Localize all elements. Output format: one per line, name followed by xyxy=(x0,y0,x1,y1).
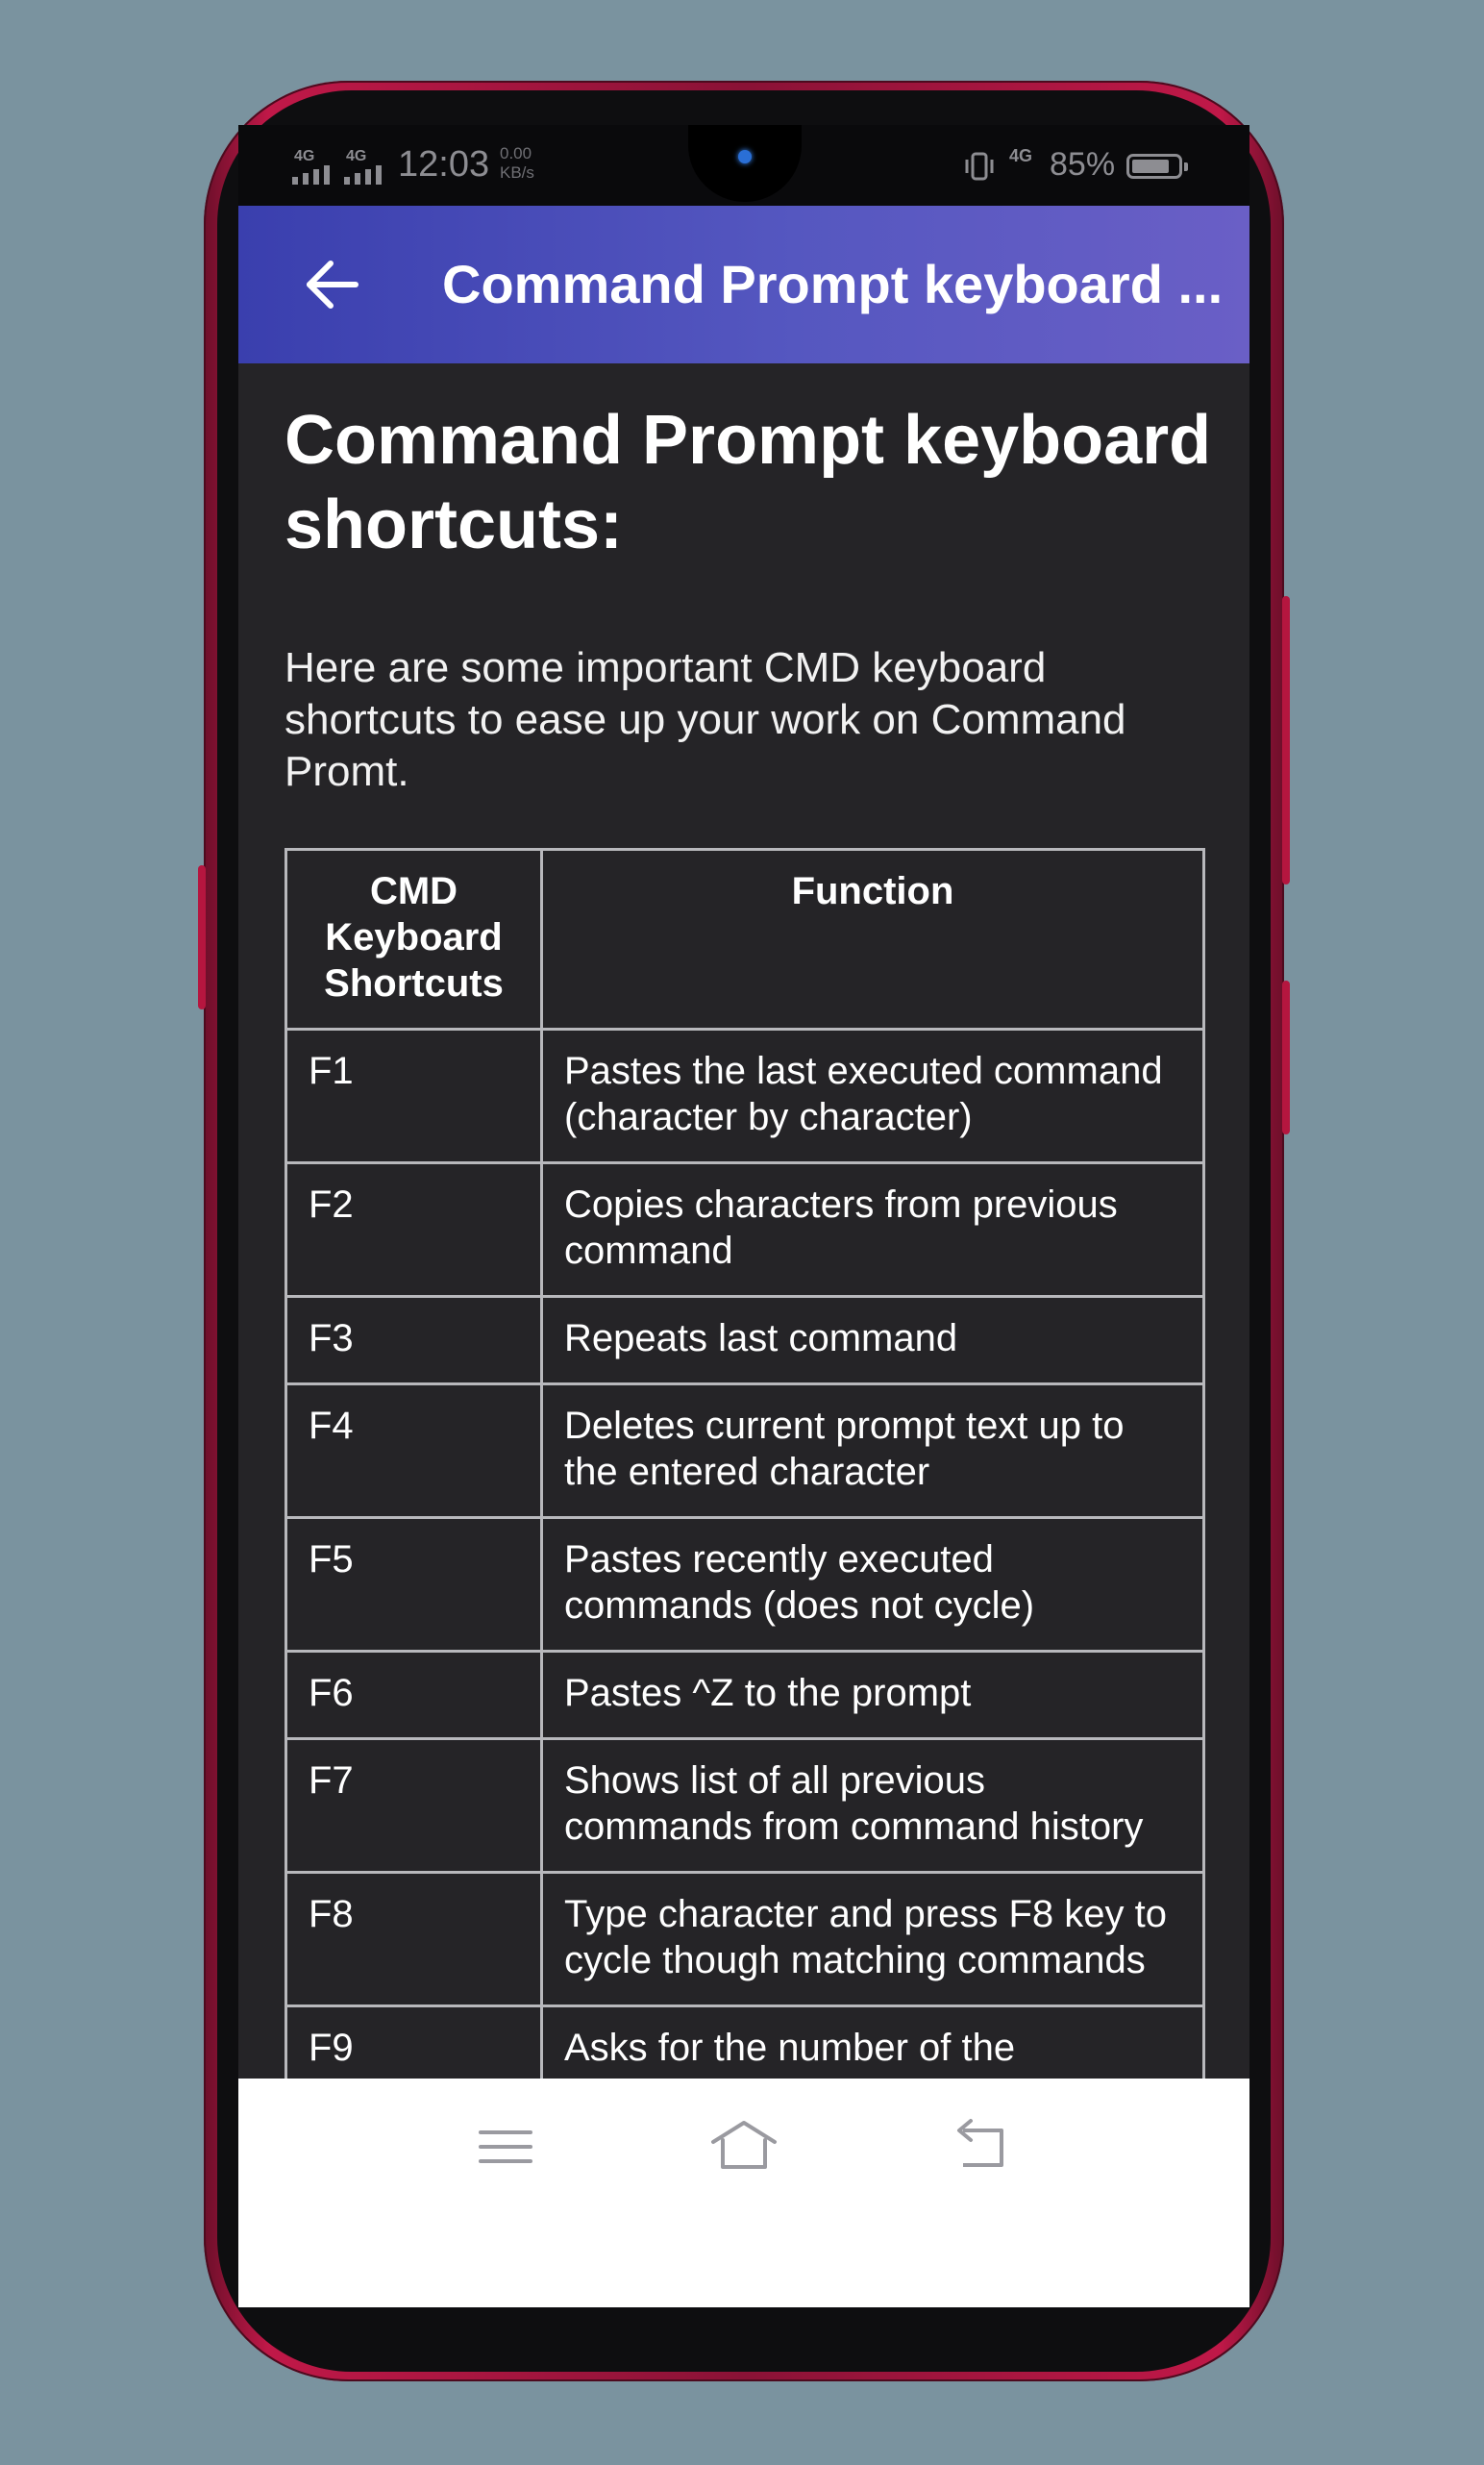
function-cell: Type character and press F8 key to cycle though matching commands xyxy=(542,1873,1204,2006)
speed-value: 0.00 xyxy=(500,144,532,162)
phone-screen xyxy=(238,125,1249,2307)
battery-percent: 85% xyxy=(1050,146,1116,183)
function-cell: Pastes recently executed commands (does not cycle) xyxy=(542,1518,1204,1652)
shortcut-cell: F9 xyxy=(286,2006,542,2140)
camera-notch xyxy=(688,125,802,202)
signal-1-bars-icon xyxy=(292,165,330,185)
side-button xyxy=(1282,981,1290,1134)
function-cell: Asks for the number of the xyxy=(542,2006,1204,2140)
table-row xyxy=(286,1163,1204,1297)
page-title: Command Prompt keyboard shortcuts: xyxy=(284,402,1212,563)
speed-unit: KB/s xyxy=(500,163,534,182)
app-bar xyxy=(238,206,1249,363)
system-nav-bar xyxy=(238,2079,1249,2307)
status-time: 12:03 xyxy=(398,144,490,185)
column-header-function: Function xyxy=(542,850,1204,1030)
network-type: 4G xyxy=(1009,146,1033,165)
back-icon[interactable] xyxy=(944,2113,1021,2180)
front-camera xyxy=(738,150,752,163)
shortcut-cell: F1 xyxy=(286,1030,542,1163)
function-cell: Copies characters from previous command xyxy=(542,1163,1204,1297)
arrow-left-icon[interactable] xyxy=(296,248,369,321)
signal-2-bars-icon xyxy=(344,165,382,185)
function-cell: Deletes current prompt text up to the entered character xyxy=(542,1384,1204,1518)
shortcut-cell: F2 xyxy=(286,1163,542,1297)
function-cell: Repeats last command xyxy=(542,1297,1204,1384)
shortcuts-table xyxy=(284,848,1205,2228)
intro-paragraph: Here are some important CMD keyboard shortcuts to ease up your work on Command Promt. xyxy=(284,644,1126,795)
battery-icon xyxy=(1126,154,1182,179)
table-row xyxy=(286,1873,1204,2006)
table-row xyxy=(286,1652,1204,1739)
status-bar xyxy=(238,125,1249,206)
table-row xyxy=(286,1739,1204,1873)
table-row xyxy=(286,1518,1204,1652)
shortcut-cell: F8 xyxy=(286,1873,542,2006)
function-cell: Shows list of all previous commands from command history xyxy=(542,1739,1204,1873)
table-row xyxy=(286,1384,1204,1518)
shortcut-cell: F6 xyxy=(286,1652,542,1739)
function-cell: Pastes ^Z to the prompt xyxy=(542,1652,1204,1739)
shortcut-cell: F3 xyxy=(286,1297,542,1384)
signal-2-label: 4G xyxy=(346,148,367,164)
shortcut-cell: F5 xyxy=(286,1518,542,1652)
menu-icon[interactable] xyxy=(467,2113,544,2180)
table-header-row xyxy=(286,850,1204,1030)
vibrate-icon xyxy=(963,150,996,183)
shortcut-cell: F4 xyxy=(286,1384,542,1518)
power-button xyxy=(1282,596,1290,884)
function-cell: Pastes the last executed command (character by character) xyxy=(542,1030,1204,1163)
network-speed xyxy=(500,144,534,183)
volume-button xyxy=(198,865,206,1009)
column-header-shortcut: CMD Keyboard Shortcuts xyxy=(286,850,542,1030)
app-bar-title: Command Prompt keyboard ... xyxy=(442,254,1224,314)
shortcut-cell: F7 xyxy=(286,1739,542,1873)
battery-fill xyxy=(1132,160,1169,173)
signal-1-label: 4G xyxy=(294,148,315,164)
home-icon[interactable] xyxy=(705,2113,782,2180)
table-row xyxy=(286,1030,1204,1163)
article-content[interactable] xyxy=(238,363,1249,2161)
table-row xyxy=(286,1297,1204,1384)
